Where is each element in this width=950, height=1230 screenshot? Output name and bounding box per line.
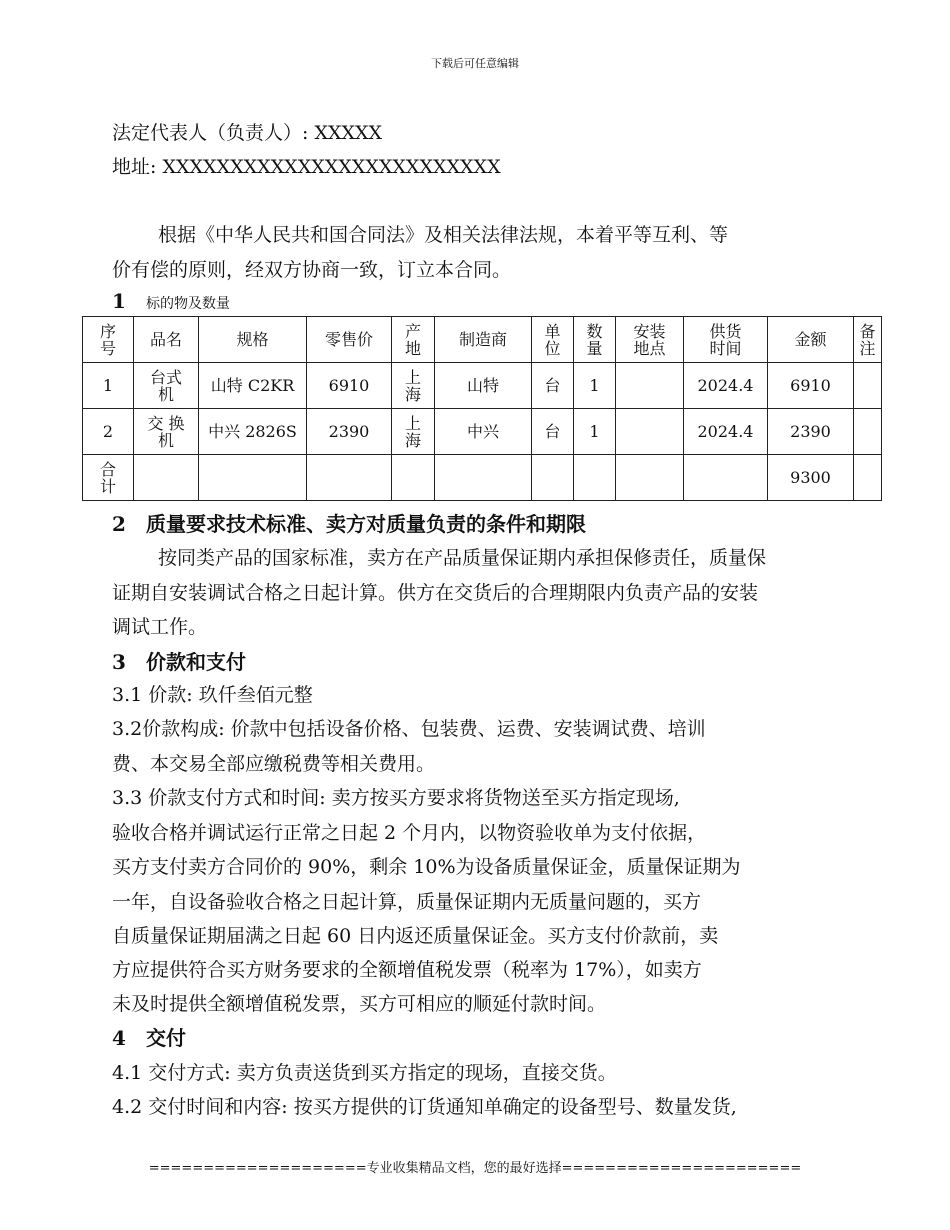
legal-representative: 法定代表人（负责人）: XXXXX bbox=[112, 122, 383, 144]
section-3-line: 买方支付卖方合同价的 90%，剩余 10%为设备质量保证金，质量保证期为 bbox=[112, 856, 741, 878]
cell-maker: 山特 bbox=[435, 363, 532, 409]
header-cell: 零售价 bbox=[307, 317, 392, 363]
cell-origin: 上 海 bbox=[392, 409, 435, 455]
goods-table bbox=[82, 316, 882, 501]
cell-qty: 1 bbox=[574, 363, 616, 409]
intro-line-2: 价有偿的原则，经双方协商一致，订立本合同。 bbox=[112, 259, 512, 281]
cell-name: 交 换 机 bbox=[134, 409, 199, 455]
cell-note bbox=[854, 363, 882, 409]
header-cell: 单 位 bbox=[532, 317, 574, 363]
section-3-line: 3.1 价款: 玖仟叁佰元整 bbox=[112, 684, 313, 706]
cell-seq: 1 bbox=[83, 363, 134, 409]
cell-unit: 台 bbox=[532, 363, 574, 409]
section-3-line: 一年，自设备验收合格之日起计算，质量保证期内无质量问题的，买方 bbox=[112, 891, 702, 913]
cell-maker: 中兴 bbox=[435, 409, 532, 455]
table-row bbox=[83, 363, 882, 409]
table-total-row bbox=[83, 455, 882, 501]
section-2-line: 证期自安装调试合格之日起计算。供方在交货后的合理期限内负责产品的安装 bbox=[112, 582, 759, 604]
header-cell: 数 量 bbox=[574, 317, 616, 363]
header-cell: 品名 bbox=[134, 317, 199, 363]
table-row bbox=[83, 409, 882, 455]
section-2-heading: 2 质量要求技术标准、卖方对质量负责的条件和期限 bbox=[112, 512, 586, 536]
total-amount: 9300 bbox=[768, 455, 854, 501]
section-3-line: 自质量保证期届满之日起 60 日内返还质量保证金。买方支付价款前，卖 bbox=[112, 925, 719, 947]
section-3-line: 方应提供符合买方财务要求的全额增值税发票（税率为 17%），如卖方 bbox=[112, 959, 702, 981]
header-cell: 安装 地点 bbox=[616, 317, 684, 363]
header-cell: 产 地 bbox=[392, 317, 435, 363]
intro-line-1: 根据《中华人民共和国合同法》及相关法律法规，本着平等互利、等 bbox=[158, 224, 729, 246]
section-3-line: 未及时提供全额增值税发票，买方可相应的顺延付款时间。 bbox=[112, 993, 607, 1015]
table-header-row bbox=[83, 317, 882, 363]
header-cell: 金额 bbox=[768, 317, 854, 363]
section-4-line: 4.2 交付时间和内容: 按买方提供的订货通知单确定的设备型号、数量发货, bbox=[112, 1096, 737, 1118]
cell-unit: 台 bbox=[532, 409, 574, 455]
cell-price: 2390 bbox=[307, 409, 392, 455]
cell-place bbox=[616, 409, 684, 455]
section-1-heading bbox=[112, 289, 230, 313]
footer-note: ====================专业收集精品文档，您的最好选择====================== bbox=[148, 1161, 802, 1176]
cell-name: 台式 机 bbox=[134, 363, 199, 409]
cell-note bbox=[854, 409, 882, 455]
section-4-heading: 4 交付 bbox=[112, 1026, 186, 1050]
cell-time: 2024.4 bbox=[684, 409, 768, 455]
cell-price: 6910 bbox=[307, 363, 392, 409]
section-title: 标的物及数量 bbox=[146, 296, 230, 312]
cell-amount: 6910 bbox=[768, 363, 854, 409]
header-note: 下载后可任意编辑 bbox=[431, 57, 519, 70]
cell-amount: 2390 bbox=[768, 409, 854, 455]
header-cell: 制造商 bbox=[435, 317, 532, 363]
cell-origin: 上 海 bbox=[392, 363, 435, 409]
header-cell: 备 注 bbox=[854, 317, 882, 363]
header-cell: 规格 bbox=[199, 317, 307, 363]
section-2-line: 调试工作。 bbox=[112, 616, 208, 638]
section-2-line: 按同类产品的国家标准，卖方在产品质量保证期内承担保修责任，质量保 bbox=[158, 547, 767, 569]
section-3-line: 3.3 价款支付方式和时间: 卖方按买方要求将货物送至买方指定现场, bbox=[112, 787, 680, 809]
section-3-line: 验收合格并调试运行正常之日起 2 个月内，以物资验收单为支付依据， bbox=[112, 822, 707, 844]
section-number: 1 bbox=[112, 289, 126, 313]
section-3-heading: 3 价款和支付 bbox=[112, 650, 246, 674]
section-4-line: 4.1 交付方式: 卖方负责送货到买方指定的现场，直接交货。 bbox=[112, 1062, 617, 1084]
header-cell: 供货 时间 bbox=[684, 317, 768, 363]
cell-seq: 2 bbox=[83, 409, 134, 455]
header-cell: 序 号 bbox=[83, 317, 134, 363]
total-label: 合 计 bbox=[83, 455, 134, 501]
cell-spec: 山特 C2KR bbox=[199, 363, 307, 409]
cell-qty: 1 bbox=[574, 409, 616, 455]
cell-time: 2024.4 bbox=[684, 363, 768, 409]
address: 地址: XXXXXXXXXXXXXXXXXXXXXXXXX bbox=[112, 156, 501, 178]
section-3-line: 费、本交易全部应缴税费等相关费用。 bbox=[112, 753, 436, 775]
cell-spec: 中兴 2826S bbox=[199, 409, 307, 455]
cell-place bbox=[616, 363, 684, 409]
section-3-line: 3.2价款构成: 价款中包括设备价格、包装费、运费、安装调试费、培训 bbox=[112, 718, 706, 740]
